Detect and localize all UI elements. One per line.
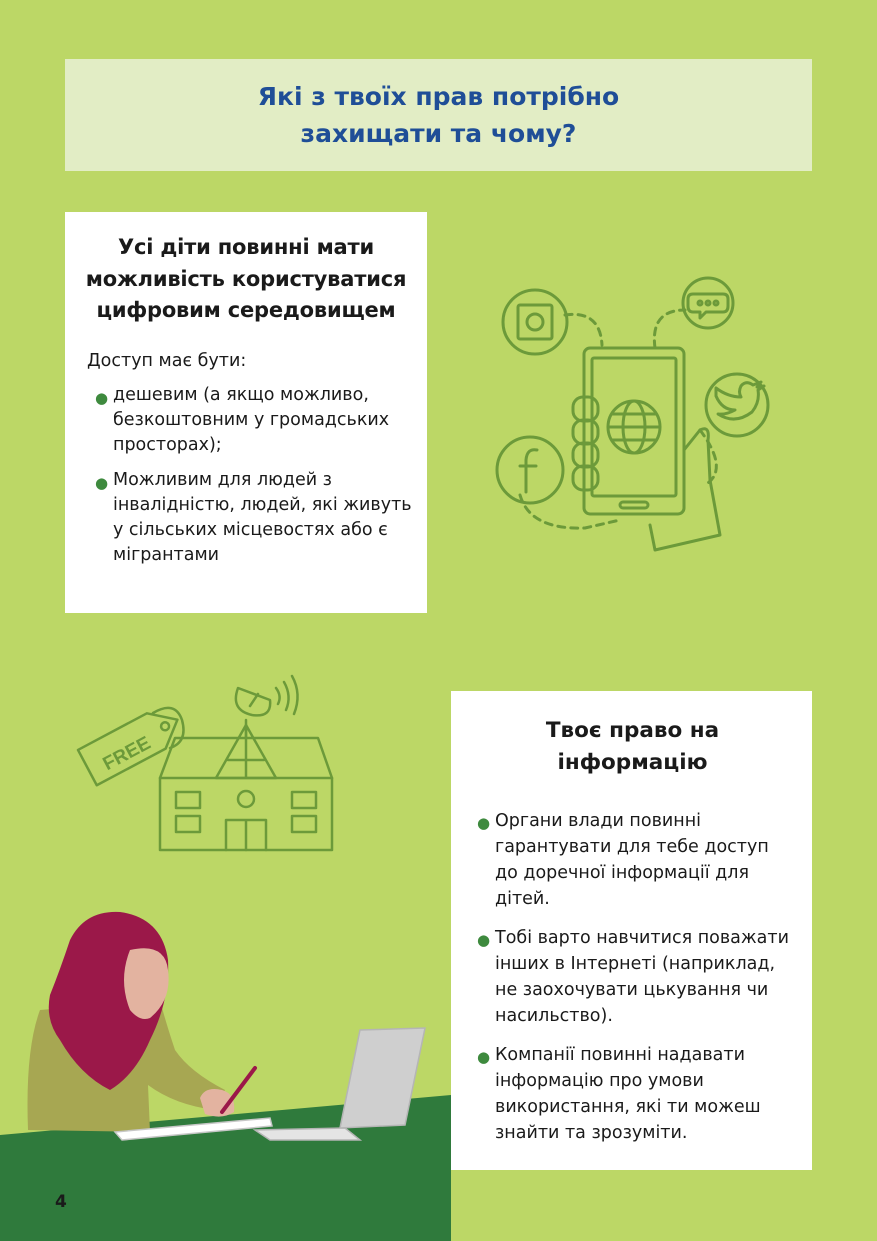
list-item: ● дешевим (а якщо можливо, безкоштовним у громадських просторах); (95, 384, 390, 455)
bullet-icon: ● (477, 931, 491, 949)
laptop-base (255, 1128, 360, 1140)
smartphone-social-illustration (490, 270, 780, 560)
access-card-intro: Доступ має бути: (87, 350, 247, 371)
list-item: ● Органи влади повинні гарантувати для тебе доступ до доречної інформації для дітей. (477, 811, 769, 909)
list-item: ● Тобі варто навчитися поважати інших в Інтернеті (наприклад, не заохочувати цькування чи насильство). (477, 928, 789, 1026)
free-wifi-house-illustration (80, 670, 340, 860)
facebook-icon (497, 437, 563, 503)
list-item: ● Можливим для людей з інвалідністю, людей, які живуть у сільських місцевостях або є мігрантами (95, 469, 412, 565)
information-card (451, 691, 812, 1170)
bullet-icon: ● (95, 473, 109, 492)
bullet-icon: ● (477, 1048, 491, 1066)
list-item: ● Компанії повинні надавати інформацію про умови використання, які ти можеш знайти та зрозуміти. (477, 1045, 761, 1143)
information-bullet-list (469, 808, 796, 1146)
access-card-title: Усі діти повинні мати можливість користуватися цифровим середовищем (85, 235, 407, 322)
hand-icon (573, 397, 720, 550)
bullet-icon: ● (477, 814, 491, 832)
free-tag-label: FREE (99, 732, 155, 776)
information-card-title: Твоє право на інформацію (545, 718, 720, 775)
photo-icon (503, 290, 567, 354)
access-card (65, 212, 427, 613)
page-title: Які з твоїх прав потрібно захищати та чому? (257, 82, 620, 148)
bullet-icon: ● (95, 388, 109, 407)
house-icon (160, 725, 332, 850)
access-bullet-list (87, 383, 417, 568)
student-studying-illustration (0, 900, 451, 1241)
header-banner (65, 59, 812, 171)
page-number: 4 (55, 1192, 67, 1212)
bird-icon (706, 374, 768, 436)
pencil-icon (222, 1068, 255, 1112)
chat-bubble-icon (683, 278, 733, 328)
